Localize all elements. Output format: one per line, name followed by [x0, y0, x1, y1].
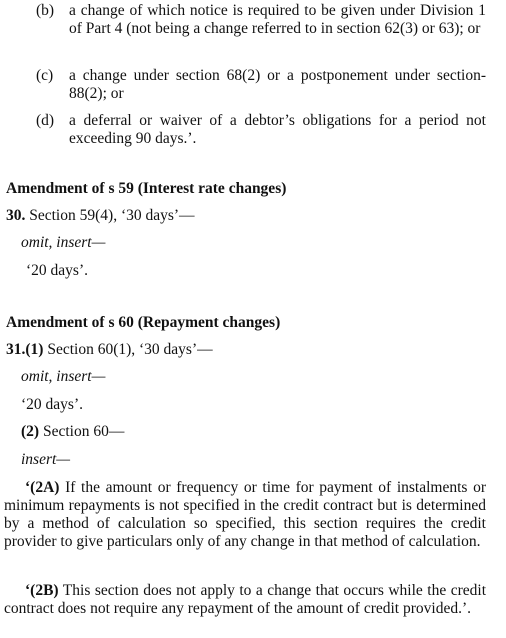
paragraph-text: If the amount or frequency or time for payment of instalments or minimum repayments is not specified in the credit contract but is determined by a method of calculation so specified, this section requires the credit provider to give particulars only of any change in that method of calculation.: [4, 479, 486, 550]
amend-instruction: omit, insert—: [21, 368, 106, 385]
list-item-text: a change of which notice is required to be given under Division 1 of Part 4 (not being a change referred to in section 62(3) or 63); or: [69, 2, 486, 37]
subclause-number: (2): [21, 423, 40, 440]
inserted-text: ‘20 days’.: [21, 396, 83, 413]
paragraph-text: This section does not apply to a change that occurs while the credit contract does not require any repayment of the amount of credit provided.’.: [4, 582, 486, 617]
clause-number: 31.(1): [6, 341, 44, 358]
list-item-text: a change under section 68(2) or a postponement under section-88(2); or: [69, 67, 486, 102]
list-marker: (d): [36, 112, 55, 129]
section-heading-60: Amendment of s 60 (Repayment changes): [6, 314, 281, 331]
list-item-text: a deferral or waiver of a debtor’s obligations for a period not exceeding 90 days.’.: [69, 112, 486, 147]
list-marker: (b): [36, 2, 55, 19]
clause-31-1: [6, 341, 213, 359]
paragraph-label: ‘(2A): [25, 479, 60, 496]
clause-text: Section 60(1), ‘30 days’—: [43, 341, 213, 358]
paragraph-label: ‘(2B): [25, 582, 59, 599]
amend-instruction: omit, insert—: [21, 234, 106, 251]
subclause-text: Section 60—: [39, 423, 125, 440]
section-heading-59: Amendment of s 59 (Interest rate changes): [6, 180, 287, 197]
clause-text: Section 59(4), ‘30 days’—: [25, 207, 195, 224]
clause-30: [6, 207, 195, 225]
amend-instruction: insert—: [21, 451, 71, 468]
list-marker: (c): [36, 67, 54, 84]
clause-31-2: [21, 423, 124, 441]
paragraph-2b: [4, 582, 486, 618]
inserted-text: ‘20 days’.: [26, 262, 88, 279]
paragraph-2a: [4, 479, 486, 551]
clause-number: 30.: [6, 207, 26, 224]
